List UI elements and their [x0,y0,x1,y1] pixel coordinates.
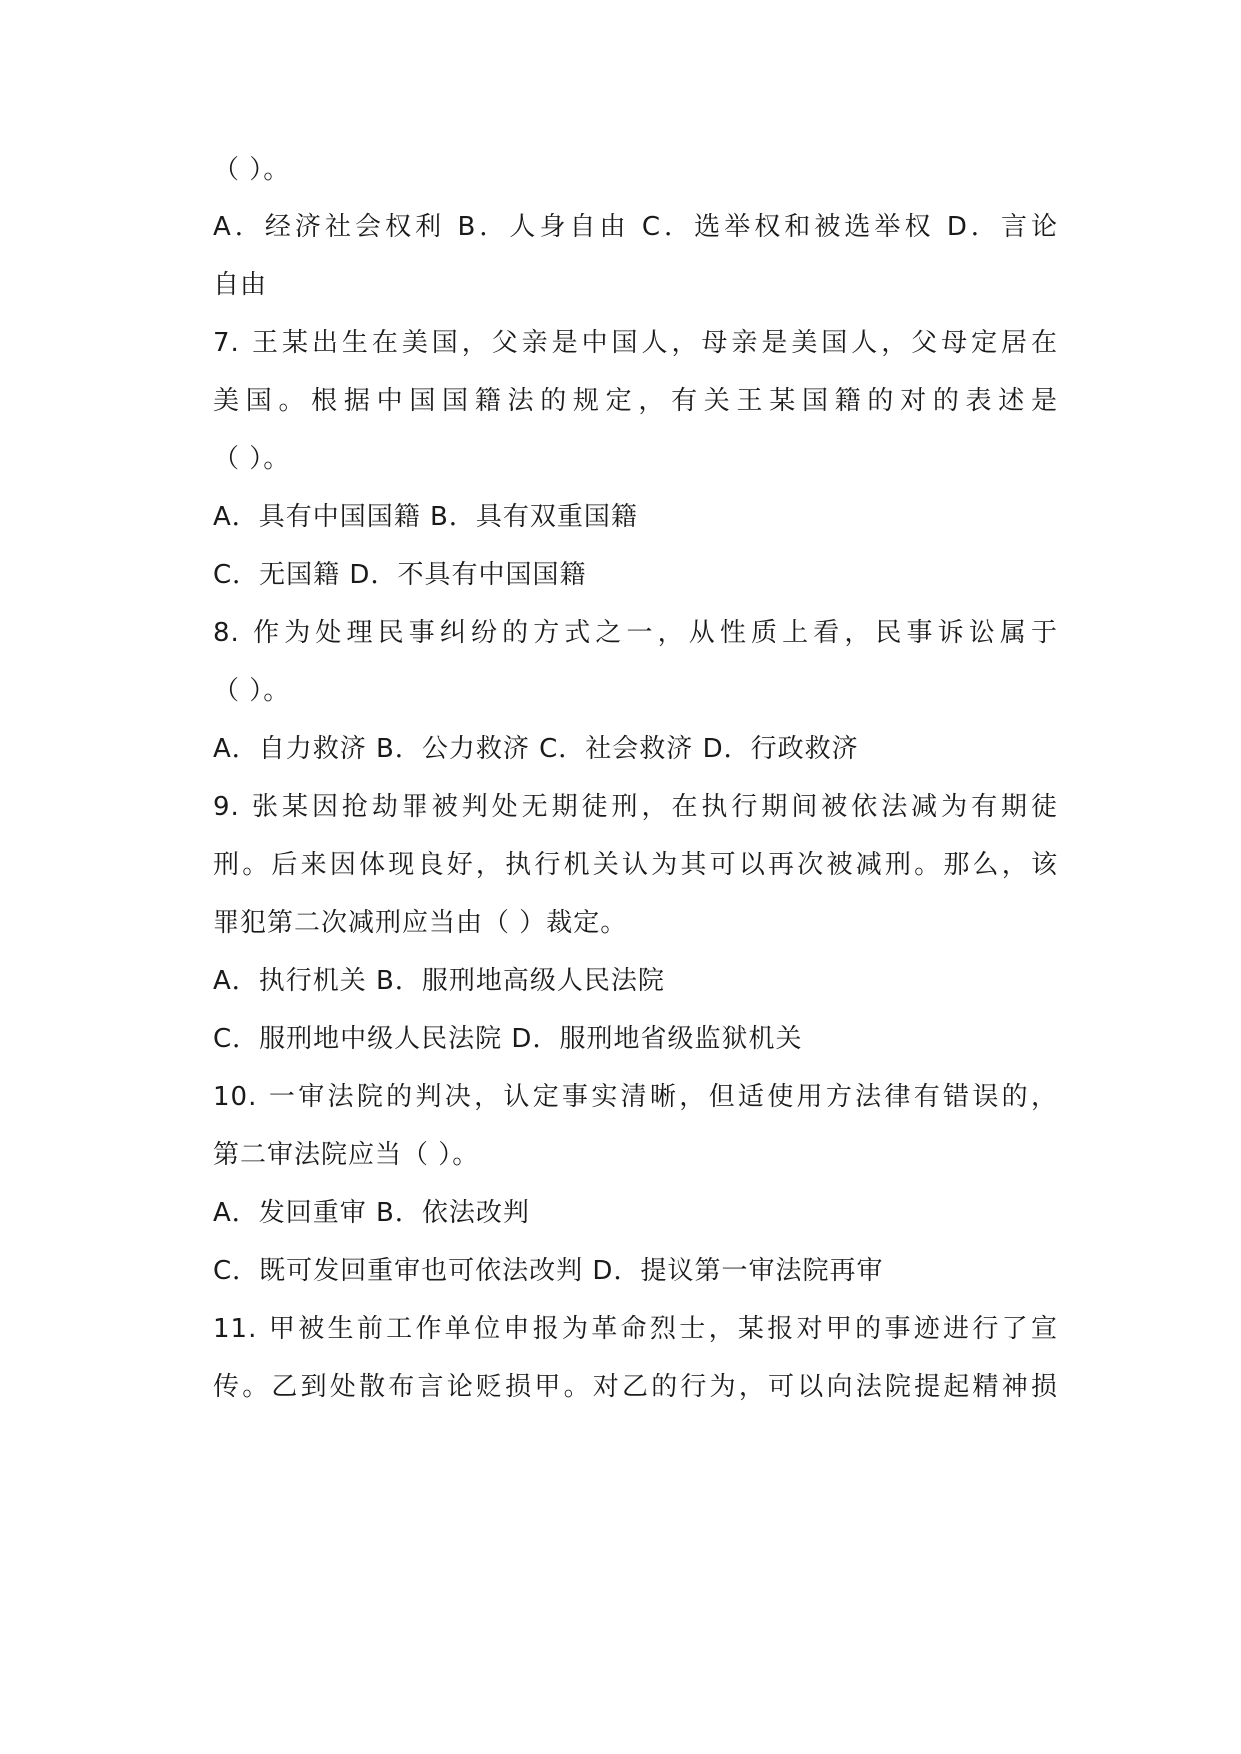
q9-question-line1: 9. 张某因抢劫罪被判处无期徒刑，在执行期间被依法减为有期徒 [213,792,1058,822]
q9-question-line3: 罪犯第二次减刑应当由（ ）裁定。 [213,908,628,938]
q8-options-line1: A．自力救济 B．公力救济 C．社会救济 D．行政救济 [213,734,859,764]
q7-options-line2: C．无国籍 D．不具有中国国籍 [213,560,587,590]
q10-question-line2: 第二审法院应当（ ）。 [213,1140,480,1170]
q10-options-line2: C．既可发回重审也可依法改判 D．提议第一审法院再审 [213,1256,884,1286]
q8-question-line1: 8. 作为处理民事纠纷的方式之一，从性质上看，民事诉讼属于 [213,618,1058,648]
q6-answer-blank: （ ）。 [213,155,291,185]
q7-question-line1: 7. 王某出生在美国，父亲是中国人，母亲是美国人，父母定居在 [213,328,1058,358]
q8-answer-blank: （ ）。 [213,676,291,706]
q7-answer-blank: （ ）。 [213,444,291,474]
q6-options-line2: 自由 [213,270,268,300]
q10-options-line1: A．发回重审 B．依法改判 [213,1198,530,1228]
q9-options-line1: A．执行机关 B．服刑地高级人民法院 [213,966,665,996]
q7-question-line2: 美国。根据中国国籍法的规定，有关王某国籍的对的表述是 [213,386,1058,416]
q11-question-line1: 11. 甲被生前工作单位申报为革命烈士，某报对甲的事迹进行了宣 [213,1314,1058,1344]
q7-options-line1: A．具有中国国籍 B．具有双重国籍 [213,502,638,532]
q11-question-line2: 传。乙到处散布言论贬损甲。对乙的行为，可以向法院提起精神损 [213,1372,1058,1402]
q10-question-line1: 10. 一审法院的判决，认定事实清晰，但适使用方法律有错误的， [213,1082,1058,1112]
q9-question-line2: 刑。后来因体现良好，执行机关认为其可以再次被减刑。那么，该 [213,850,1058,880]
q9-options-line2: C．服刑地中级人民法院 D．服刑地省级监狱机关 [213,1024,803,1054]
q6-options-line1: A．经济社会权利 B．人身自由 C．选举权和被选举权 D．言论 [213,212,1058,242]
